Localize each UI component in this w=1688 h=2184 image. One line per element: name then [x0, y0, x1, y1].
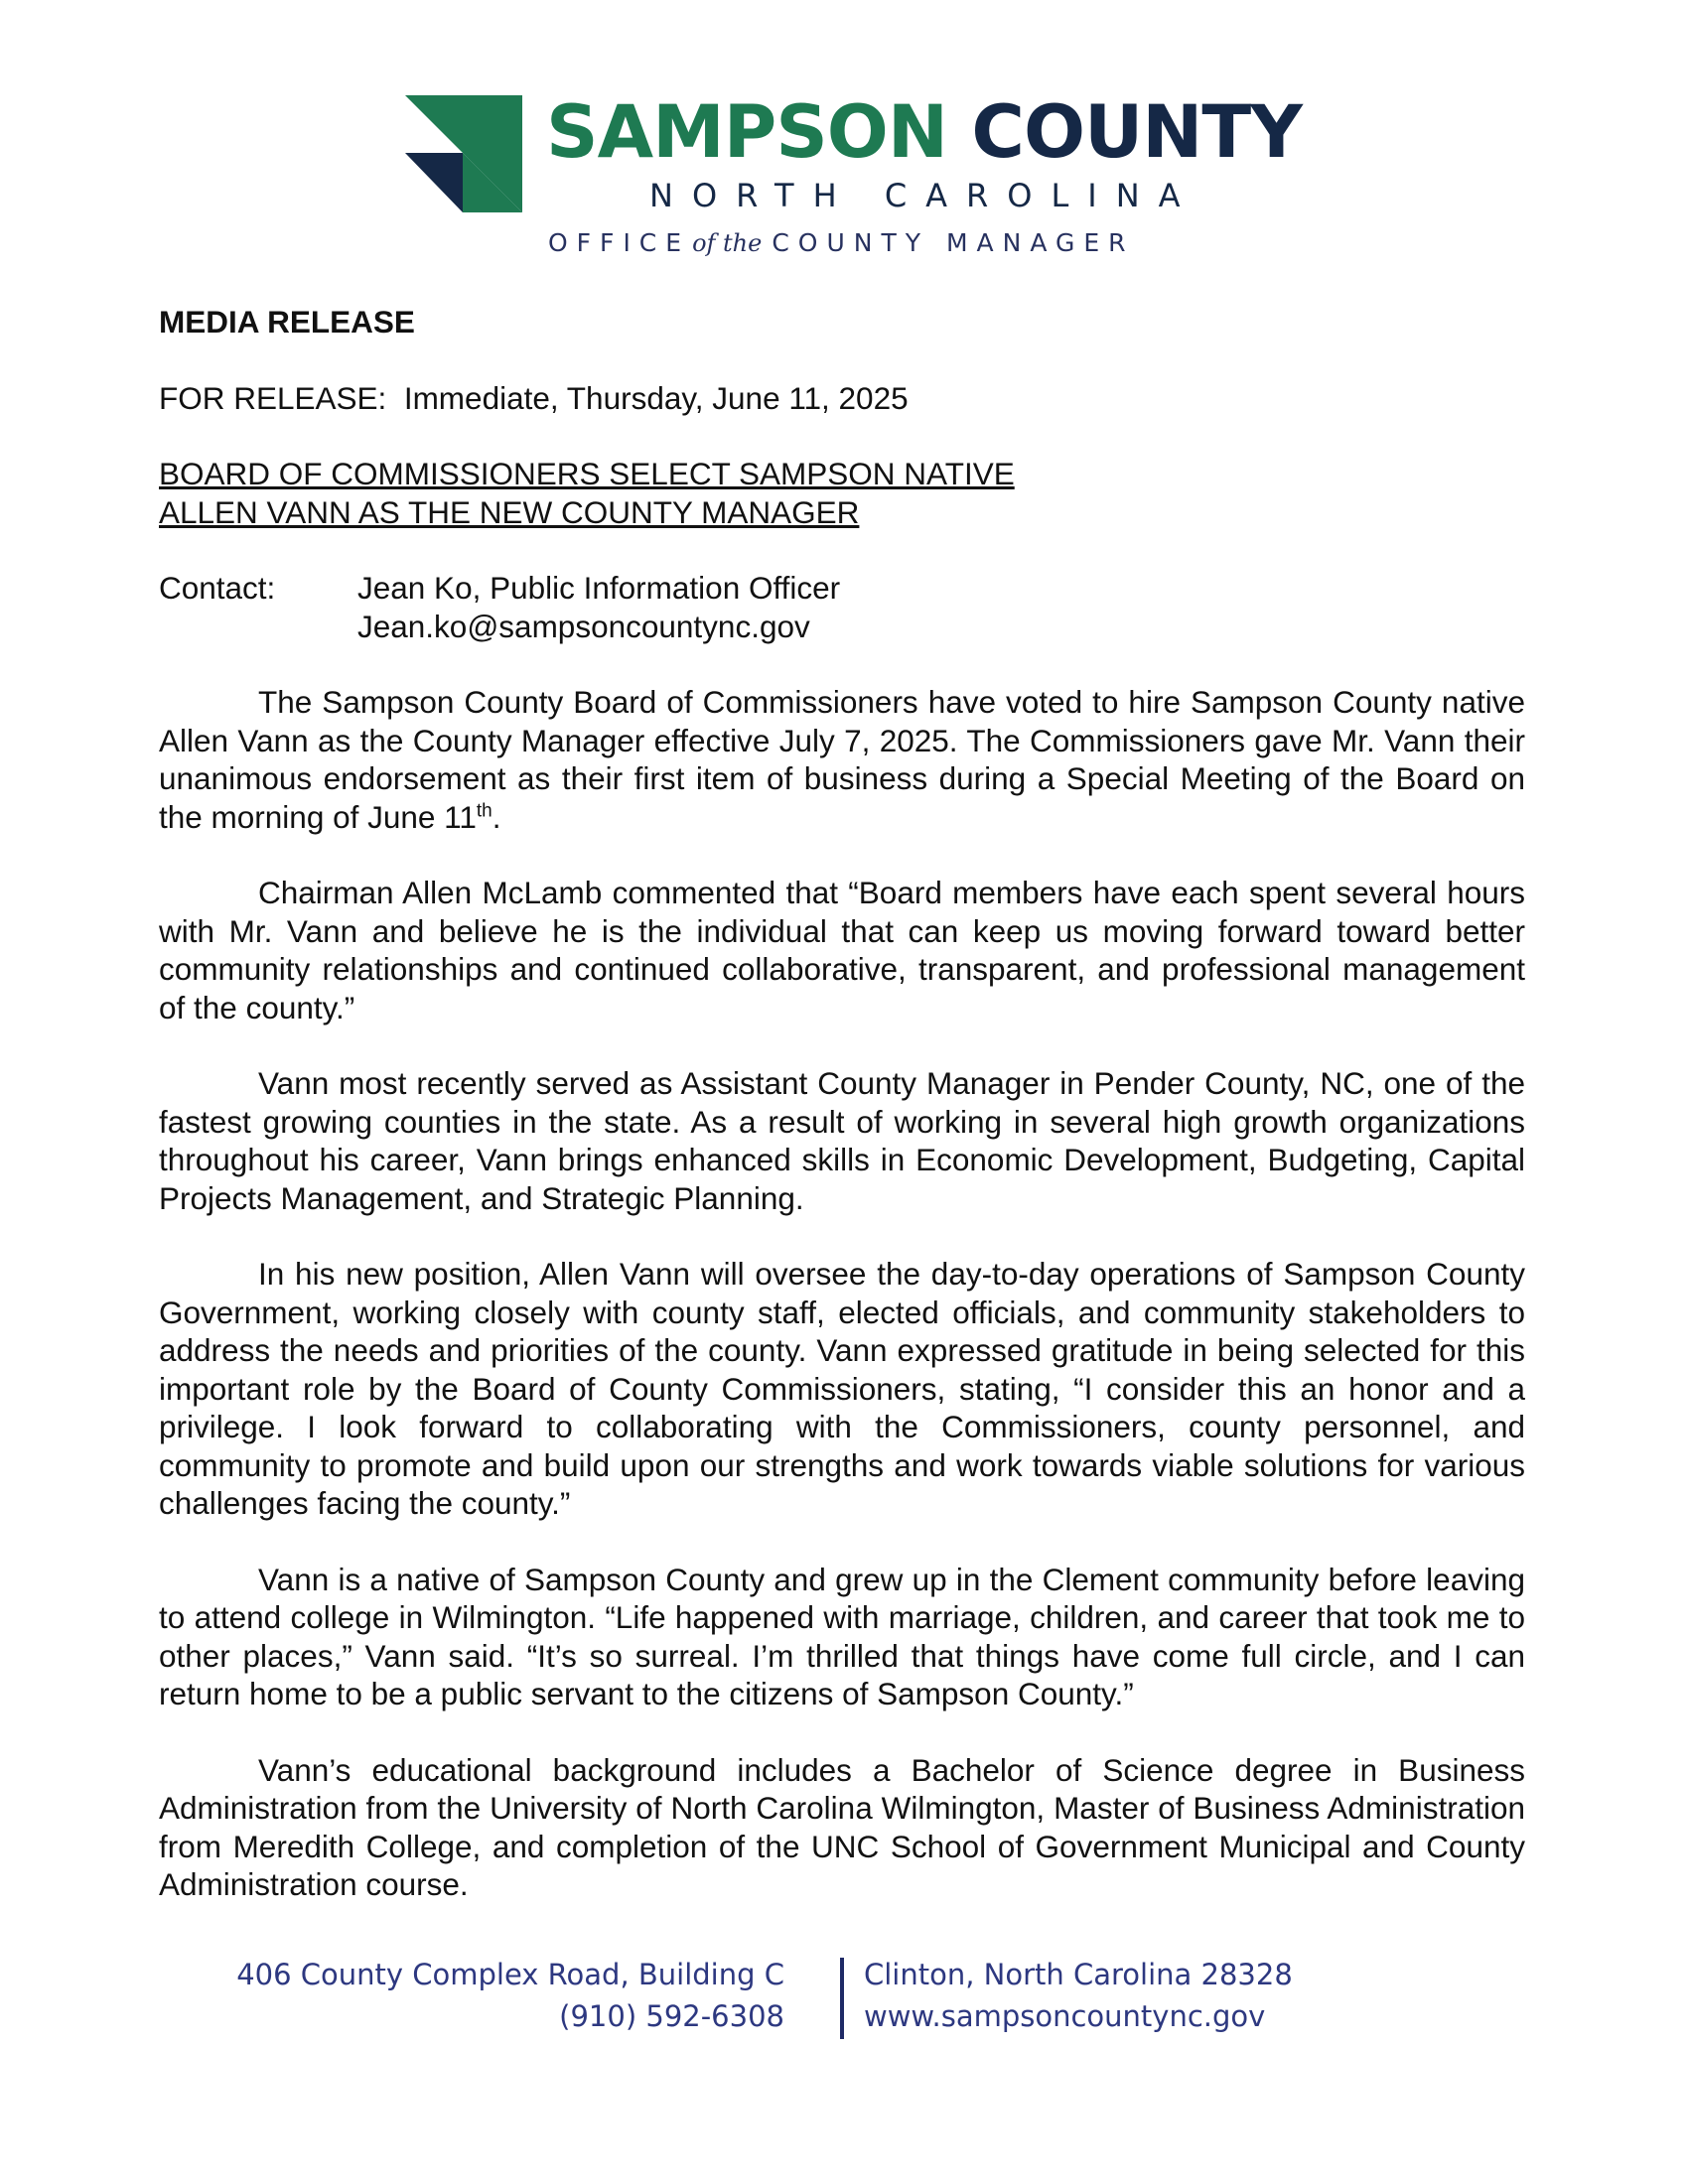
- paragraph-1: [159, 683, 1525, 836]
- contact-label: Contact:: [159, 570, 276, 606]
- contact-block: [159, 569, 1525, 645]
- release-headline: [159, 455, 1525, 531]
- contact-email: Jean.ko@sampsoncountync.gov: [357, 608, 810, 644]
- footer-divider: [840, 1958, 844, 2039]
- office-county-manager: COUNTY MANAGER: [772, 228, 1135, 257]
- footer-website[interactable]: www.sampsoncountync.gov: [864, 1999, 1266, 2033]
- footer-left: [236, 1954, 784, 2037]
- release-date-line: FOR RELEASE: Immediate, Thursday, June 11, 2025: [159, 379, 909, 416]
- headline-line-1: BOARD OF COMMISSIONERS SELECT SAMPSON NATIVE: [159, 456, 1015, 491]
- headline-line-2: ALLEN VANN AS THE NEW COUNTY MANAGER: [159, 493, 860, 530]
- letterhead: [405, 90, 1303, 264]
- footer-phone: (910) 592-6308: [559, 1999, 784, 2033]
- footer: [0, 1954, 1688, 2043]
- contact-name: Jean Ko, Public Information Officer: [357, 570, 841, 606]
- paragraph-2: Chairman Allen McLamb commented that “Board members have each spent several hours with Mr. Vann and believe he is the individual that can keep us moving forward toward better community relationships and continued collaborative, transparent, and professional management of the county.”: [159, 875, 1525, 1025]
- release-label: MEDIA RELEASE: [159, 304, 415, 340]
- paragraph-5: Vann is a native of Sampson County and grew up in the Clement community before leaving to attend college in Wilmington. “Life happened with marriage, children, and career that took me to other places,” Vann said. “It’s so surreal. I’m thrilled that things have come full circle, and I can return home to be a public servant to the citizens of Sampson County.”: [159, 1561, 1525, 1711]
- paragraph-6: Vann’s educational background includes a Bachelor of Science degree in Business Administration from the University of North Carolina Wilmington, Master of Business Administration from Meredith College, and completion of the UNC School of Government Municipal and County Administration course.: [159, 1751, 1525, 1902]
- office-of-the: of the: [692, 229, 763, 257]
- county-logo-icon: [405, 95, 522, 212]
- footer-right: [864, 1954, 1293, 2037]
- ordinal-suffix: th: [476, 800, 492, 821]
- county-name: [546, 89, 1302, 177]
- county-name-sampson: SAMPSON: [546, 90, 947, 175]
- state-name: NORTH CAROLINA: [649, 177, 1199, 214]
- paragraph-1-end: .: [492, 798, 501, 835]
- office-word: OFFICE: [548, 228, 691, 257]
- footer-address: 406 County Complex Road, Building C: [236, 1958, 784, 1991]
- contact-details: [357, 569, 840, 645]
- paragraph-4: In his new position, Allen Vann will oversee the day-to-day operations of Sampson County Government, working closely with county staff, elected officials, and community stakeholders to address the needs and priorities of the county. Vann expressed gratitude in being selected for this important role by the Board of County Commissioners, stating, “I consider this an honor and a privilege. I look forward to collaborating with the Commissioners, county personnel, and community to promote and build upon our strengths and work towards viable solutions for various challenges facing the county.”: [159, 1256, 1525, 1521]
- footer-city: Clinton, North Carolina 28328: [864, 1958, 1293, 1991]
- release-content: [159, 303, 1525, 1942]
- office-line: [548, 228, 1135, 257]
- county-name-county: COUNTY: [971, 90, 1303, 175]
- paragraph-3: Vann most recently served as Assistant County Manager in Pender County, NC, one of the fastest growing counties in the state. As a result of working in several high growth organizations throughout his career, Vann brings enhanced skills in Economic Development, Budgeting, Capital Projects Management, and Strategic Planning.: [159, 1065, 1525, 1216]
- paragraph-1-text: The Sampson County Board of Commissioners have voted to hire Sampson County native Allen Vann as the County Manager effective July 7, 2025. The Commissioners gave Mr. Vann their unanimous endorsement as their first item of business during a Special Meeting of the Board on the morning of June 11: [159, 684, 1525, 835]
